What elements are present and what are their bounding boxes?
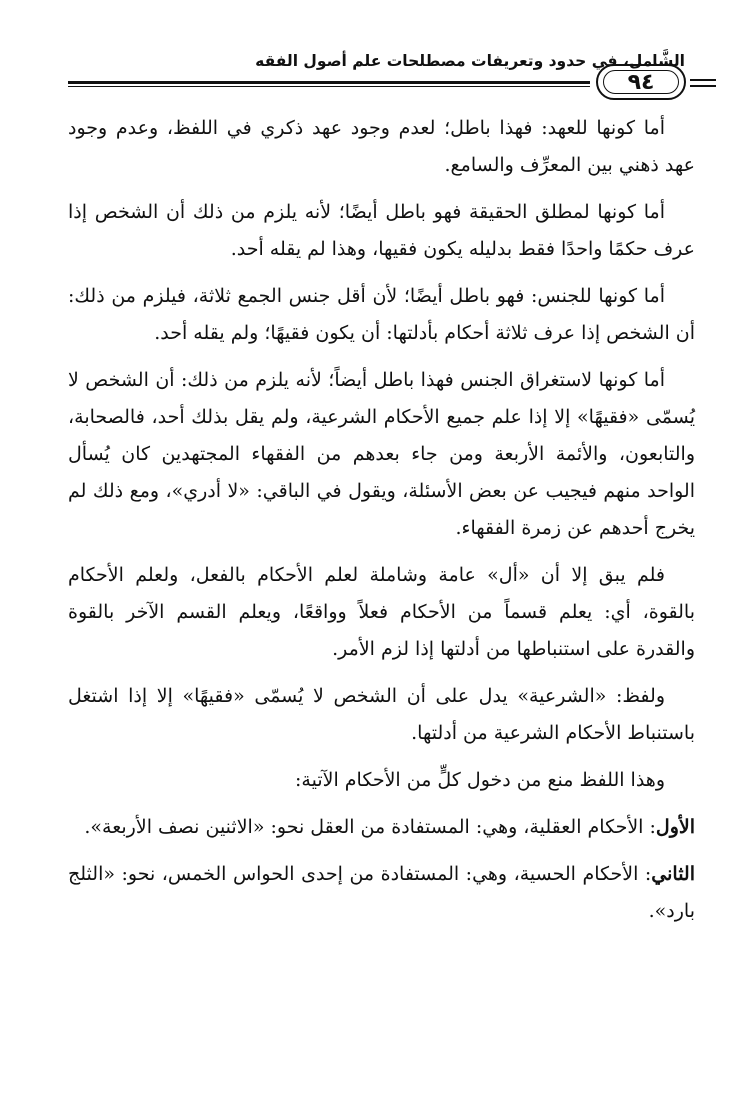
paragraph xyxy=(68,762,695,799)
paragraph xyxy=(68,278,695,352)
paragraph-text: أما كونها لمطلق الحقيقة فهو باطل أيضًا؛ لأنه يلزم من ذلك أن الشخص إذا عرف حكمًا واحدًا فقط بدليله يكون فقيها، وهذا لم يقله أحد. xyxy=(68,201,695,260)
paragraph xyxy=(68,809,695,846)
header-rule-thin xyxy=(68,86,590,87)
page-number-text: ٩٤ xyxy=(627,69,655,95)
paragraph-text: أما كونها للعهد: فهذا باطل؛ لعدم وجود عهد ذكري في اللفظ، وعدم وجود عهد ذهني بين المعرِّف والسامع. xyxy=(68,117,695,176)
paragraph-text: : الأحكام العقلية، وهي: المستفادة من العقل نحو: «الاثنين نصف الأربعة». xyxy=(84,816,656,838)
paragraph-lead: الأول xyxy=(655,816,695,838)
paragraph xyxy=(68,110,695,184)
paragraph-text: : الأحكام الحسية، وهي: المستفادة من إحدى الحواس الخمس، نحو: «الثلج بارد». xyxy=(68,863,695,922)
paragraph-text: وهذا اللفظ منع من دخول كلٍّ من الأحكام الآتية: xyxy=(295,769,665,791)
body-text xyxy=(68,110,695,940)
paragraph xyxy=(68,194,695,268)
paragraph xyxy=(68,678,695,752)
running-title: الشَّامل، في حدود وتعريفات مصطلحات علم أصول الفقه xyxy=(255,52,685,70)
header-rule-right-bottom xyxy=(690,85,716,87)
paragraph xyxy=(68,362,695,547)
paragraph-text: ولفظ: «الشرعية» يدل على أن الشخص لا يُسمّى «فقيهًا» إلا إذا اشتغل باستنباط الأحكام الشرعية من أدلتها. xyxy=(68,685,695,744)
paragraph-text: أما كونها لاستغراق الجنس فهذا باطل أيضاً؛ لأنه يلزم من ذلك: أن الشخص لا يُسمّى «فقيهًا» إلا إذا علم جميع الأحكام الشرعية، ولم يقل بذلك أحد، فالصحابة، والتابعون، والأئمة الأربعة ومن جاء بعدهم من الفقهاء المجتهدين كان يُسأل الواحد منهم فيجيب عن بعض الأسئلة، ويقول في الباقي: «لا أدري»، ومع ذلك لم يخرج أحدهم عن زمرة الفقهاء. xyxy=(68,369,695,539)
paragraph xyxy=(68,856,695,930)
header-rule-right-top xyxy=(690,79,716,81)
header-rule-thick xyxy=(68,81,590,84)
paragraph-text: أما كونها للجنس: فهو باطل أيضًا؛ لأن أقل جنس الجمع ثلاثة، فيلزم من ذلك: أن الشخص إذا عرف ثلاثة أحكام بأدلتها: أن يكون فقيهًا؛ ولم يقله أحد. xyxy=(68,285,695,344)
paragraph-lead: الثاني xyxy=(651,863,695,885)
page-number xyxy=(596,64,686,100)
paragraph-text: فلم يبق إلا أن «أل» عامة وشاملة لعلم الأحكام بالفعل، ولعلم الأحكام بالقوة، أي: يعلم قسماً من الأحكام فعلاً وواقعًا، ويعلم القسم الآخر بالقوة والقدرة على استنباطها من أدلتها إذا لزم الأمر. xyxy=(68,564,695,660)
paragraph xyxy=(68,557,695,668)
